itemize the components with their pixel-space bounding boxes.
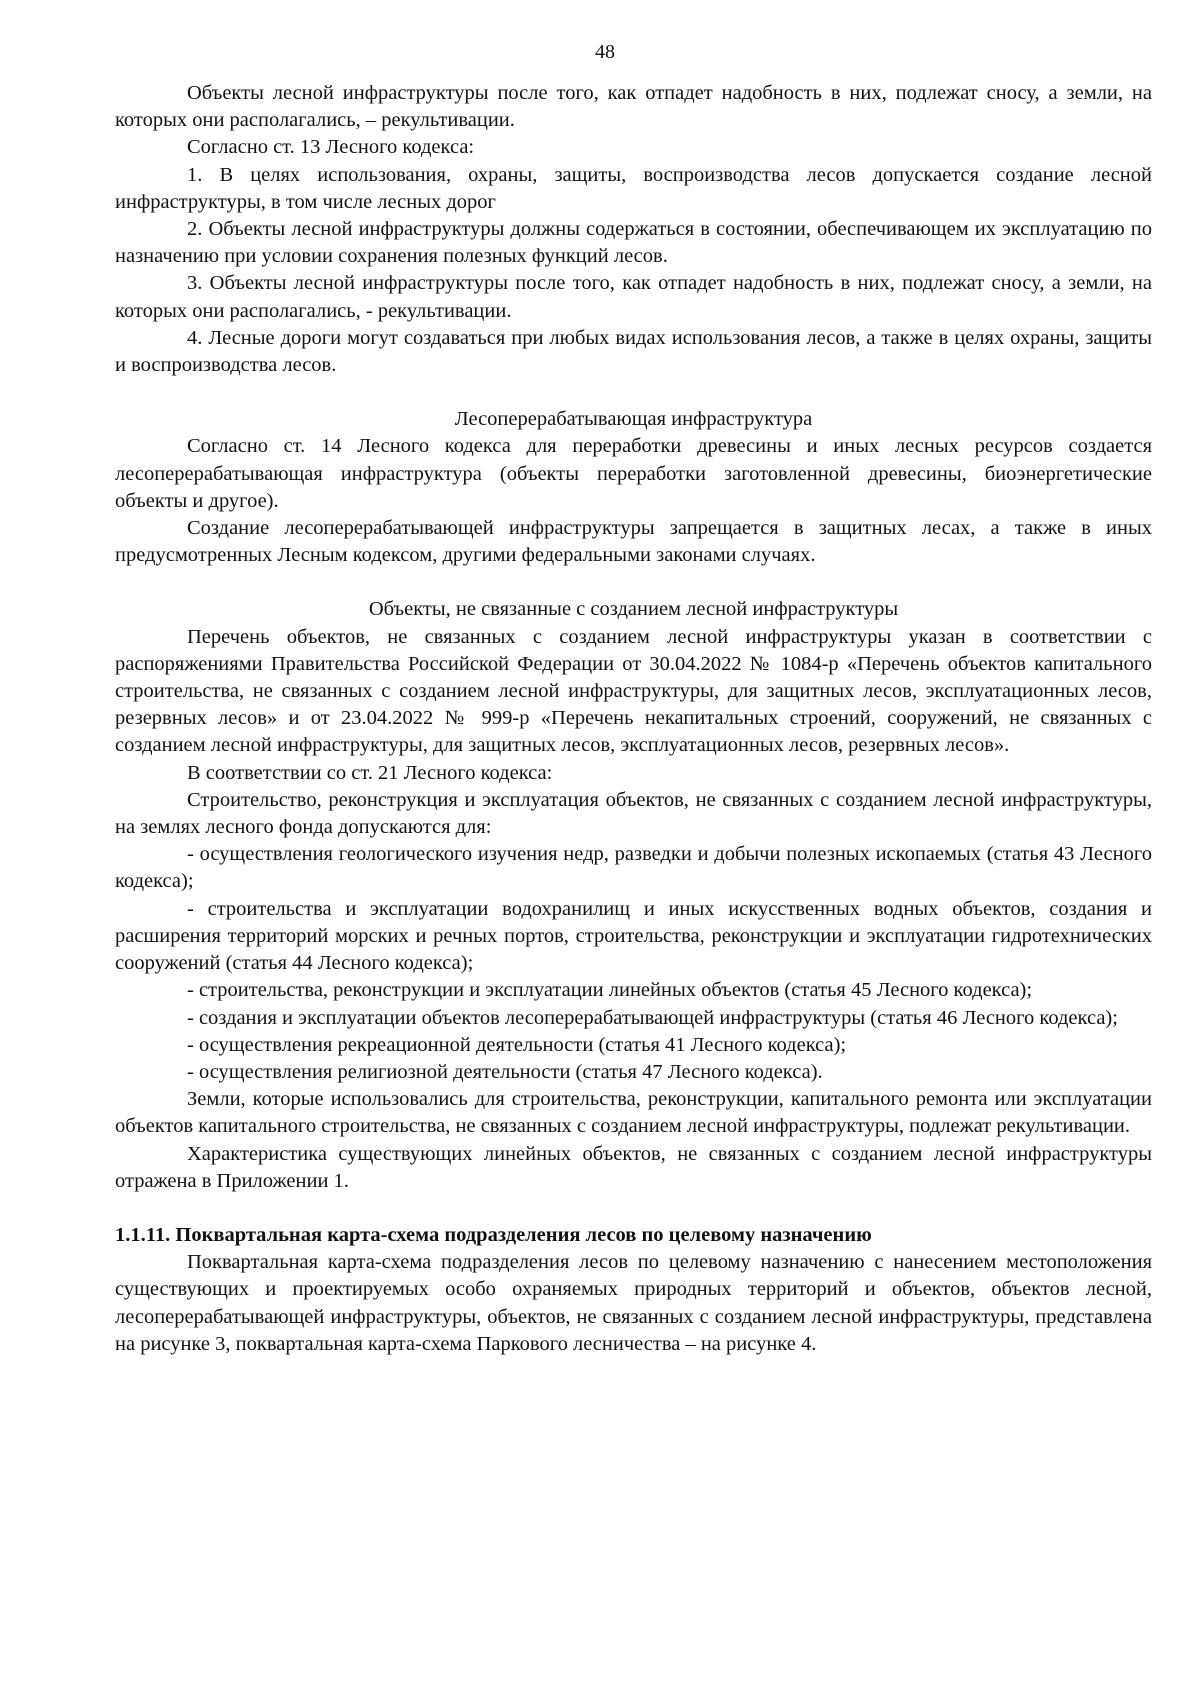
list-item: 4. Лесные дороги могут создаваться при любых видах использования лесов, а также в целях охраны, защиты и воспроизводства лесов.: [115, 326, 1152, 377]
list-item: 3. Объекты лесной инфраструктуры после того, как отпадет надобность в них, подлежат сносу, а земли, на которых они располагались, - рекультивации.: [115, 272, 1152, 322]
list-item: - осуществления геологического изучения недр, разведки и добычи полезных ископаемых (статья 43 Лесного кодекса);: [115, 843, 1152, 893]
paragraph: Согласно ст. 13 Лесного кодекса:: [187, 136, 475, 159]
list-item: - осуществления рекреационной деятельности (статья 41 Лесного кодекса);: [187, 1033, 847, 1056]
paragraph: В соответствии со ст. 21 Лесного кодекса:: [187, 761, 553, 784]
section-heading-map: 1.1.11. Поквартальная карта-схема подразделения лесов по целевому назначению: [115, 1223, 872, 1246]
paragraph: Поквартальная карта-схема подразделения лесов по целевому назначению с нанесением местоположения существующих и проектируемых особо охраняемых природных территорий и объектов, объектов лесной, лесоперерабатывающей инфраструктуры, объектов, не связанных с созданием лесной инфраструктуры, представлена на рисунке 3, поквартальная карта-схема Паркового лесничества – на рисунке 4.: [115, 1251, 1152, 1355]
paragraph: Перечень объектов, не связанных с созданием лесной инфраструктуры указан в соответствии с распоряжениями Правительства Российской Федерации от 30.04.2022 № 1084-р «Перечень объектов капитального строительства, не связанных с созданием лесной инфраструктуры, для защитных лесов, эксплуатационных лесов, резервных лесов» и от 23.04.2022 № 999-р «Перечень некапитальных строений, сооружений, не связанных с созданием лесной инфраструктуры, для защитных лесов, эксплуатационных лесов, резервных лесов».: [115, 625, 1152, 757]
paragraph: Строительство, реконструкция и эксплуатация объектов, не связанных с созданием лесной инфраструктуры, на землях лесного фонда допускаются для:: [115, 788, 1152, 839]
page-number: 48: [595, 41, 615, 63]
list-item: - осуществления религиозной деятельности (статья 47 Лесного кодекса).: [187, 1060, 823, 1083]
paragraph: Земли, которые использовались для строительства, реконструкции, капитального ремонта или эксплуатации объектов капитального строительства, не связанных с созданием лесной инфраструктуры, подлежат рекультивации.: [115, 1088, 1152, 1138]
list-item: 1. В целях использования, охраны, защиты, воспроизводства лесов допускается создание лесной инфраструктуры, в том числе лесных дорог: [115, 163, 1152, 213]
document-body: [115, 80, 1152, 1358]
paragraph: Создание лесоперерабатывающей инфраструктуры запрещается в защитных лесах, а также в иных предусмотренных Лесным кодексом, другими федеральными законами случаях.: [115, 517, 1152, 567]
list-item: - строительства и эксплуатации водохранилищ и иных искусственных водных объектов, создания и расширения территорий морских и речных портов, строительства, реконструкции и эксплуатации гидротехнических сооружений (статья 44 Лесного кодекса);: [115, 897, 1152, 975]
list-item: - строительства, реконструкции и эксплуатации линейных объектов (статья 45 Лесного кодекса);: [187, 979, 1033, 1002]
section-heading-processing: Лесоперерабатывающая инфраструктура: [454, 408, 813, 431]
paragraph: Характеристика существующих линейных объектов, не связанных с созданием лесной инфраструктуры отражена в Приложении 1.: [115, 1142, 1152, 1192]
paragraph: Объекты лесной инфраструктуры после того, как отпадет надобность в них, подлежат сносу, а земли, на которых они располагались, – рекультивации.: [115, 82, 1152, 132]
list-item: 2. Объекты лесной инфраструктуры должны содержаться в состоянии, обеспечивающем их эксплуатацию по назначению при условии сохранения полезных функций лесов.: [115, 218, 1152, 268]
list-item: - создания и эксплуатации объектов лесоперерабатывающей инфраструктуры (статья 46 Лесного кодекса);: [187, 1006, 1118, 1029]
section-heading-unrelated: Объекты, не связанные с созданием лесной инфраструктуры: [368, 598, 899, 621]
paragraph: Согласно ст. 14 Лесного кодекса для переработки древесины и иных лесных ресурсов создается лесоперерабатывающая инфраструктура (объекты переработки заготовленной древесины, биоэнергетические объекты и другое).: [115, 435, 1152, 512]
